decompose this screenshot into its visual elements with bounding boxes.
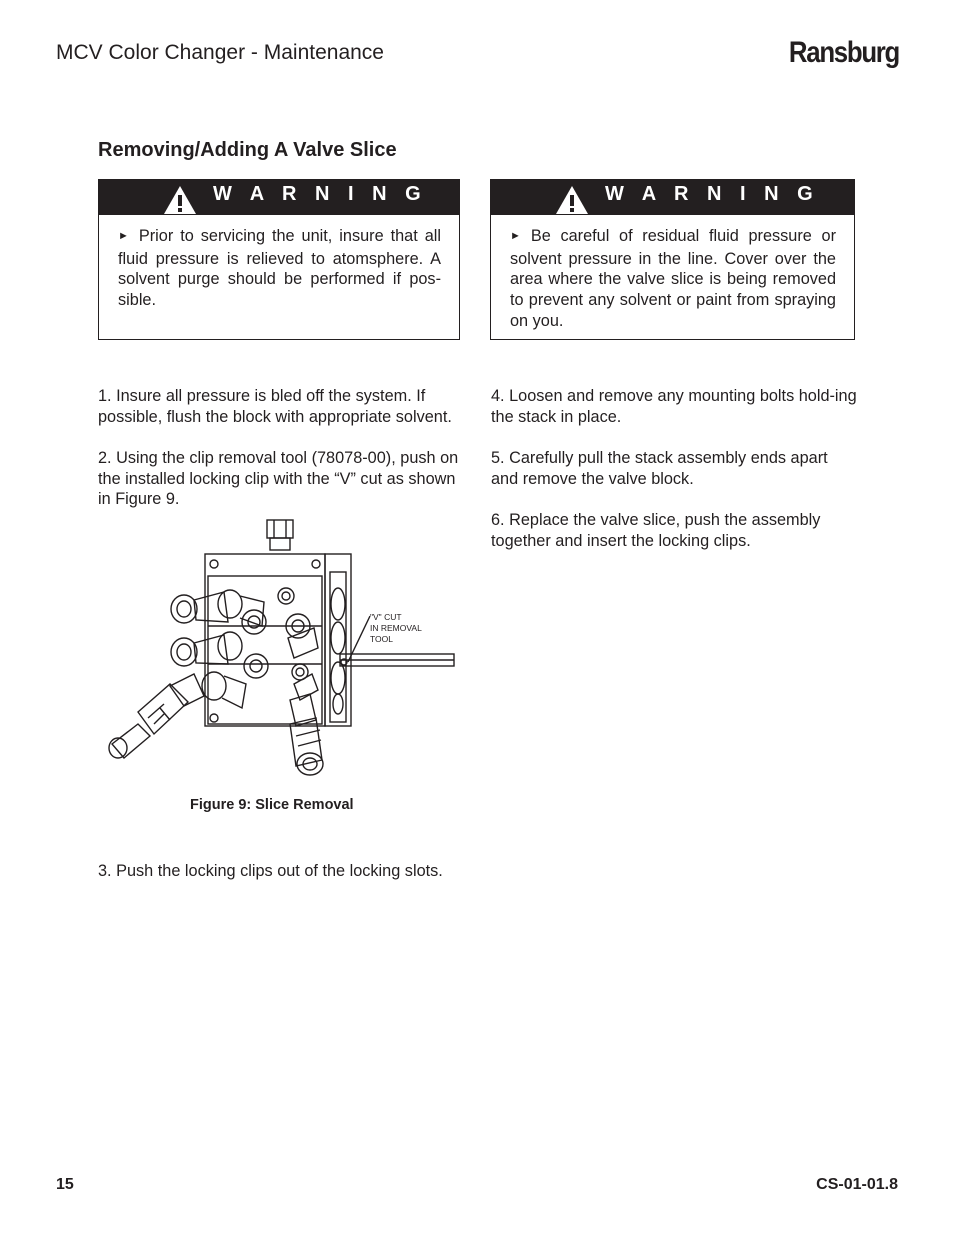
warning-label: W A R N I N G [605, 183, 820, 205]
step-3: 3. Push the locking clips out of the locking slots. [98, 862, 443, 880]
warning-header [99, 180, 459, 215]
warning-box-left [98, 179, 460, 340]
callout-line-1: "V" CUT [370, 612, 402, 622]
page-number: 15 [56, 1176, 74, 1193]
step-1: 1. Insure all pressure is bled off the system. If possible, flush the block with appropriate solvent. [98, 387, 452, 426]
step-6: 6. Replace the valve slice, push the assembly together and insert the locking clips. [491, 511, 821, 550]
warning-text [99, 215, 459, 311]
warning-text-content: Prior to servicing the unit, insure that all fluid pressure is relieved to atomsphere. A solvent purge should be performed if pos-sible. [118, 227, 441, 310]
step-2: 2. Using the clip removal tool (78078-00), push on the installed locking clip with the “V” cut as shown in Figure 9. [98, 449, 459, 509]
callout-line-3: TOOL [370, 634, 393, 644]
step-4: 4. Loosen and remove any mounting bolts hold-ing the stack in place. [491, 387, 857, 426]
warning-box-right [490, 179, 855, 340]
warning-text [491, 215, 854, 332]
warning-header [491, 180, 854, 215]
step-5: 5. Carefully pull the stack assembly ends apart and remove the valve block. [491, 449, 828, 488]
bullet-arrow-icon: ► [510, 230, 521, 242]
warning-label: W A R N I N G [213, 183, 428, 205]
bullet-arrow-icon: ► [118, 230, 129, 242]
page-header-title: MCV Color Changer - Maintenance [56, 41, 384, 64]
warning-triangle-icon [163, 185, 197, 215]
slice-removal-figure [104, 514, 458, 782]
warning-triangle-icon [555, 185, 589, 215]
section-title: Removing/Adding A Valve Slice [98, 139, 397, 161]
figure-caption: Figure 9: Slice Removal [190, 797, 354, 813]
warning-text-content: Be careful of residual fluid pressure or solvent pressure in the line. Cover over the area where the valve slice is being removed to prevent any solvent or paint from spraying on you. [510, 227, 836, 330]
callout-line-2: IN REMOVAL [370, 623, 422, 633]
brand-logo: Ransburg [788, 36, 899, 69]
document-code: CS-01-01.8 [816, 1176, 898, 1193]
